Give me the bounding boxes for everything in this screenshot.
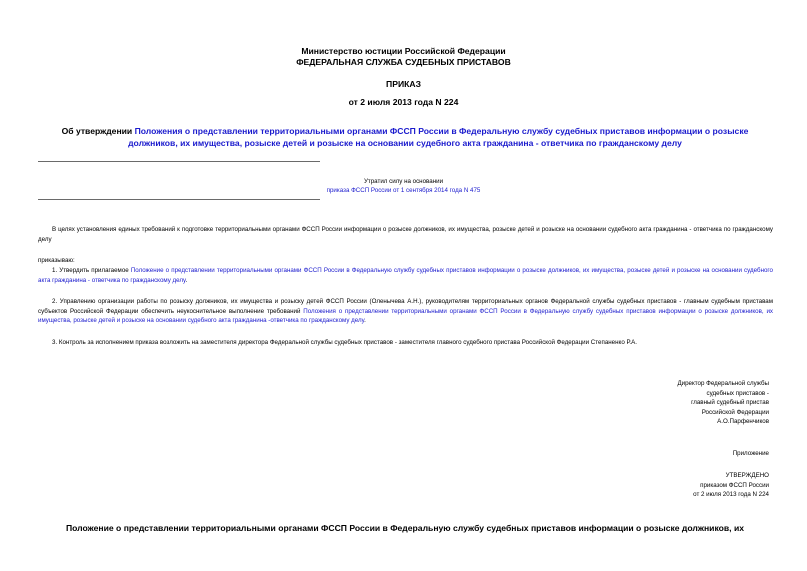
paragraph-2	[38, 297, 773, 326]
signature-name: А.О.Парфенчиков	[717, 418, 769, 425]
document-date-number: от 2 июля 2013 года N 224	[348, 97, 459, 107]
paragraph-2-link[interactable]: Положения о представлении территориальными органами ФССП России в Федеральную службу судебных приставов информации о розыске должников, их имущества, розыске детей и розыске на основании судебного акта гражданина -ответчика по гражданскому делу	[38, 307, 773, 324]
paragraph-1-suffix: .	[185, 276, 188, 284]
approved-by-order: приказом ФССП России	[700, 481, 769, 489]
divider-bottom	[38, 199, 320, 200]
approved-date-number: от 2 июля 2013 года N 224	[693, 491, 769, 498]
paragraph-1-link[interactable]: Положение о представлении территориальными органами ФССП России в Федеральную службу судебных приставов информации о розыске должников, их имущества, розыске детей и розыске на основании судебного акта гражданина - ответчика по гражданскому делу	[38, 267, 773, 284]
approved-label: УТВЕРЖДЕНО	[725, 472, 769, 479]
status-order-link[interactable]: приказа ФССП России от 1 сентября 2014 года N 475	[326, 187, 481, 194]
document-type: ПРИКАЗ	[386, 79, 421, 89]
paragraph-3: 3. Контроль за исполнением приказа возложить на заместителя директора Федеральной службы судебных приставов - заместителя главного судебного пристава Российской Федерации Степаненко Р.А.	[52, 339, 638, 346]
title-prefix: Об утверждении	[61, 126, 135, 136]
regulation-heading: Положение о представлении территориальными органами ФССП России в Федеральную службу судебных приставов информации о розыске должников, их	[65, 523, 745, 533]
document-title	[40, 125, 770, 149]
title-regulation-link[interactable]: Положения о представлении территориальными органами ФССП России в Федеральную службу судебных приставов информации о розыске должников, их имущества, розыске детей и розыске на основании судебного акта гражданина - ответчика по гражданскому делу	[128, 126, 749, 148]
paragraph-2-suffix: .	[364, 317, 366, 324]
signature-block	[569, 379, 769, 427]
signature-position-1: Директор Федеральной службы	[677, 380, 769, 387]
status-line: Утратил силу на основании	[363, 178, 444, 185]
ministry-name: Министерство юстиции Российской Федерации	[301, 46, 506, 56]
signature-position-4: Российской Федерации	[701, 408, 769, 416]
signature-position-2: судебных приставов -	[706, 389, 769, 397]
paragraph-2-prefix: 2. Управлению организации работы по розыску должников, их имущества и розыску детей ФССП России (Оленычева А.Н.), руководителям территориальных органов Федеральной службы судебных приставов - главным судебным приставам субъектов Российской Федерации обеспечить неукоснительное выполнение требований	[38, 298, 773, 315]
paragraph-1	[38, 266, 773, 285]
order-word: приказываю:	[38, 257, 75, 264]
intro-paragraph: В целях установления единых требований к подготовке территориальными органами ФССП России информации о розыске должников, их имущества, розыске детей и розыске на основании судебного акта гражданина - ответчика по гражданскому делу	[38, 226, 773, 243]
paragraph-1-prefix: 1. Утвердить прилагаемое	[52, 267, 131, 274]
approval-block	[569, 471, 769, 500]
signature-position-3: главный судебный пристав	[691, 399, 769, 406]
appendix-label: Приложение	[732, 450, 769, 457]
divider-top	[38, 161, 320, 162]
service-name: ФЕДЕРАЛЬНАЯ СЛУЖБА СУДЕБНЫХ ПРИСТАВОВ	[296, 57, 511, 67]
